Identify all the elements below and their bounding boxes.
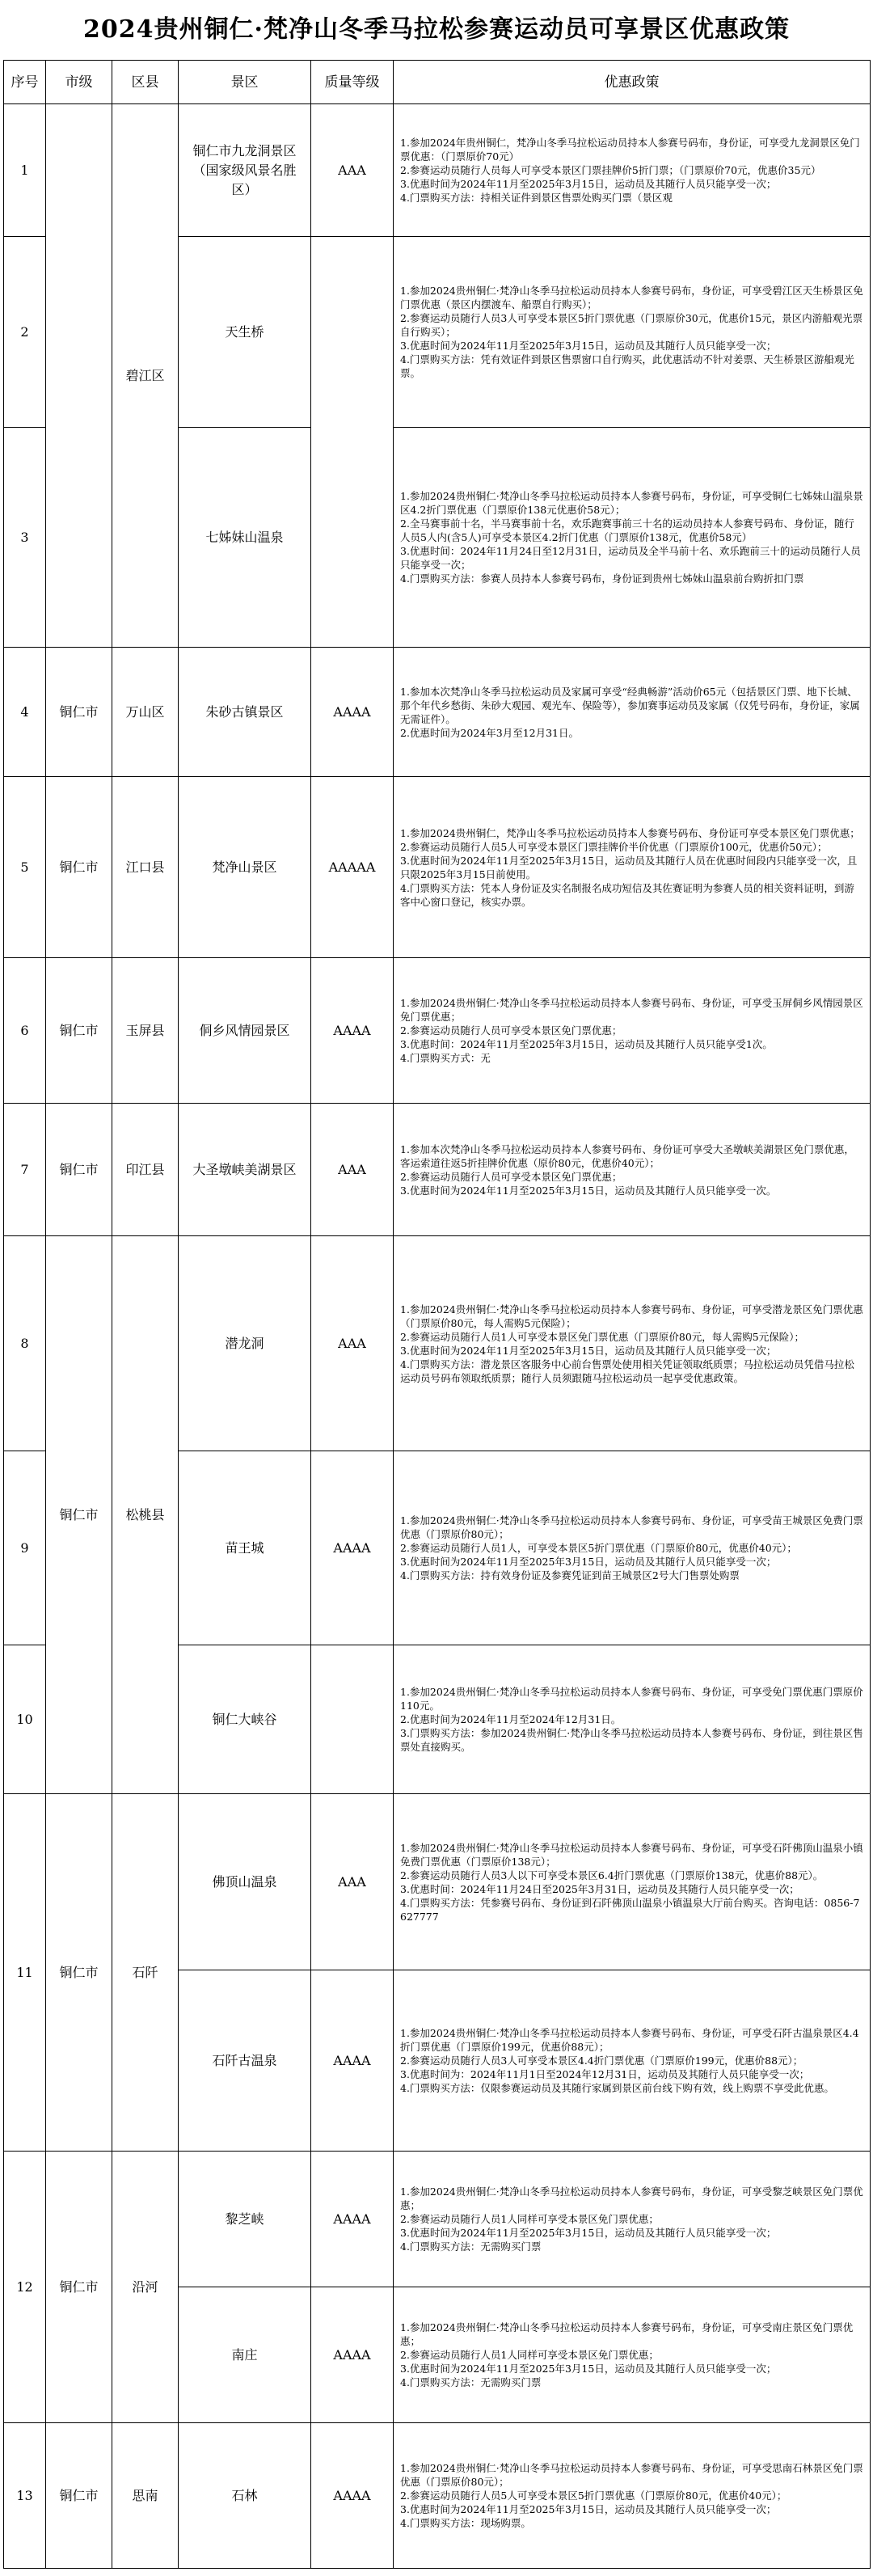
policy-line: 1.参加2024贵州铜仁·梵净山冬季马拉松运动员持本人参赛号码布，身份证，可享受碧江区天生桥景区免门票优惠（景区内摆渡车、船票自行购买）； <box>400 285 863 310</box>
policy-line: 1.参加本次梵净山冬季马拉松运动员及家属可享受“经典畅游”活动价65元（包括景区门票、地下长城、那个年代乡愁街、朱砂大观园、观光车、保险等），参加赛事运动员及家属（仅凭号码布，身份证，家属无需证件）。 <box>400 685 860 725</box>
row-city: 铜仁市 <box>46 1794 112 2152</box>
policy-line: 1.参加2024年贵州铜仁，梵净山冬季马拉松运动员持本人参赛号码布，身份证，可享受九龙洞景区免门票优惠：（门票原价70元） <box>400 137 860 163</box>
policy-line: 3.优惠时间为2024年11月至2025年3月15日，运动员及其随行人员只能享受一次； <box>400 2363 777 2375</box>
policy-line: 1.参加2024贵州铜仁·梵净山冬季马拉松运动员持本人参赛号码布，身份证，可享受黎芝峡景区免门票优惠； <box>400 2185 863 2211</box>
row-grade: AAAA <box>311 2423 394 2569</box>
row-policy <box>394 2423 871 2569</box>
policy-line: 2.参赛运动员随行人员1人，可享受本景区5折门票优惠（门票原价80元，优惠价40元）； <box>400 1542 797 1554</box>
row-county: 万山区 <box>112 648 179 777</box>
row-county: 松桃县 <box>112 1236 179 1794</box>
page-title: 2024贵州铜仁·梵净山冬季马拉松参赛运动员可享景区优惠政策 <box>83 15 790 44</box>
policy-line: 2.参赛运动员随行人员1人可享受本景区免门票优惠（门票原价80元，每人需购5元保险）； <box>400 1330 804 1343</box>
row-scenic: 石阡古温泉 <box>179 1970 311 2152</box>
policy-line: 2.参赛运动员随行人员5人可享受本景区门票挂牌价半价优惠（门票原价100元，优惠价50元）； <box>400 840 828 853</box>
row-grade: AAA <box>311 1794 394 1970</box>
policy-line: 4.门票购买方法：凭本人身份证及实名制报名成功短信及其佐赛证明为参赛人员的相关资料证明，到游客中心窗口登记，核实办票。 <box>400 881 854 908</box>
policy-line: 2.参赛运动员随行人员每人可享受本景区门票挂牌价5折门票；（门票原价70元，优惠价35元） <box>400 164 821 176</box>
row-index: 1 <box>4 104 46 237</box>
policy-line: 1.参加2024贵州铜仁·梵净山冬季马拉松运动员持本人参赛号码布，身份证，可享受铜仁七姊妹山温泉景区4.2折门票优惠（门票原价138元优惠价58元）； <box>400 490 863 516</box>
table-row <box>4 1236 871 1451</box>
row-county: 碧江区 <box>112 104 179 648</box>
row-scenic: 铜仁大峡谷 <box>179 1645 311 1794</box>
policy-line: 4.门票购买方法：持相关证件到景区售票处购买门票（景区观 <box>400 192 673 204</box>
policy-line: 3.优惠时间为：2024年11月1日至2024年12月31日，运动员及其随行人员只能享受一次； <box>400 2068 810 2080</box>
policy-line: 2.参赛运动员随行人员1人同样可享受本景区免门票优惠； <box>400 2213 659 2225</box>
row-city: 铜仁市 <box>46 1236 112 1794</box>
row-city <box>46 104 112 648</box>
row-scenic: 苗王城 <box>179 1451 311 1645</box>
table-row <box>4 1104 871 1236</box>
policy-line: 3.优惠时间：2024年11月24日至2025年3月31日，运动员及其随行人员只能享受一次； <box>400 1882 799 1895</box>
policy-line: 1.参加2024贵州铜仁·梵净山冬季马拉松运动员持本人参赛号码布，身份证，可享受南庄景区免门票优惠； <box>400 2321 854 2347</box>
row-scenic: 大圣墩峡美湖景区 <box>179 1104 311 1236</box>
row-grade: AAAA <box>311 1970 394 2152</box>
row-scenic: 南庄 <box>179 2287 311 2423</box>
policy-line: 3.优惠时间为2024年11月至2025年3月15日，运动员及其随行人员只能享受一次； <box>400 1556 777 1568</box>
row-index: 11 <box>4 1794 46 2152</box>
policy-line: 1.参加2024贵州铜仁·梵净山冬季马拉松运动员持本人参赛号码布、身份证，可享受玉屏侗乡风情园景区免门票优惠； <box>400 997 863 1023</box>
policy-line: 3.优惠时间为2024年11月至2025年3月15日，运动员及其随行人员只能享受一次； <box>400 178 777 190</box>
policy-line: 2.参赛运动员随行人员可享受本景区免门票优惠； <box>400 1024 622 1037</box>
row-index: 6 <box>4 958 46 1104</box>
policy-line: 3.门票购买方法：参加2024贵州铜仁·梵净山冬季马拉松运动员持本人参赛号码布、身份证，到往景区售票处直接购买。 <box>400 1727 863 1753</box>
table-row <box>4 2423 871 2569</box>
policy-line: 3.优惠时间为2024年11月至2025年3月15日，运动员及其随行人员只能享受一次； <box>400 1344 777 1357</box>
policy-table <box>3 60 871 2569</box>
row-policy <box>394 648 871 777</box>
row-city: 铜仁市 <box>46 777 112 958</box>
row-county: 玉屏县 <box>112 958 179 1104</box>
policy-line: 1.参加2024贵州铜仁·梵净山冬季马拉松运动员持本人参赛号码布、身份证，可享受苗王城景区免费门票优惠（门票原价80元）； <box>400 1514 863 1540</box>
row-scenic: 潜龙洞 <box>179 1236 311 1451</box>
row-county: 石阡 <box>112 1794 179 2152</box>
policy-line: 4.门票购买方法：持有效身份证及参赛凭证到苗王城景区2号大门售票处购票 <box>400 1569 740 1581</box>
header-county: 区县 <box>112 61 179 104</box>
table-row <box>4 958 871 1104</box>
row-scenic: 七姊妹山温泉 <box>179 428 311 648</box>
policy-line: 4.门票购买方法：无需购买门票 <box>400 2376 542 2388</box>
row-policy <box>394 1104 871 1236</box>
policy-line: 1.参加2024贵州铜仁，梵净山冬季马拉松运动员持本人参赛号码布、身份证可享受本景区免门票优惠； <box>400 826 860 839</box>
policy-line: 2.参赛运动员随行人员可享受本景区免门票优惠； <box>400 1170 622 1183</box>
row-scenic: 黎芝峡 <box>179 2152 311 2287</box>
row-county: 江口县 <box>112 777 179 958</box>
row-grade <box>311 1645 394 1794</box>
policy-line: 1.参加2024贵州铜仁·梵净山冬季马拉松运动员持本人参赛号码布、身份证，可享受免门票优惠门票原价110元。 <box>400 1686 863 1712</box>
policy-line: 2.全马赛事前十名，半马赛事前十名，欢乐跑赛事前三十名的运动员持本人参赛号码布、身份证，随行人员5人内(含5人)可享受本景区4.2折门优惠（门票原价138元，优惠价58元） <box>400 517 854 543</box>
row-city: 铜仁市 <box>46 1104 112 1236</box>
row-index: 7 <box>4 1104 46 1236</box>
header-policy: 优惠政策 <box>394 61 871 104</box>
row-index: 5 <box>4 777 46 958</box>
policy-line: 3.优惠时间为2024年11月至2025年3月15日，运动员及其随行人员只能享受一次； <box>400 2503 777 2515</box>
row-policy <box>394 1451 871 1645</box>
row-county: 印江县 <box>112 1104 179 1236</box>
policy-line: 1.参加2024贵州铜仁·梵净山冬季马拉松运动员持本人参赛号码布、身份证，可享受思南石林景区免门票优惠（门票原价80元）； <box>400 2462 863 2488</box>
row-city: 铜仁市 <box>46 958 112 1104</box>
row-grade: AAAAA <box>311 777 394 958</box>
row-policy <box>394 1970 871 2152</box>
policy-line: 2.参赛运动员随行人员3人以下可享受本景区6.4折门票优惠（门票原价138元，优惠价88元）。 <box>400 1869 824 1881</box>
row-grade: AAAA <box>311 2287 394 2423</box>
row-index: 3 <box>4 428 46 648</box>
row-county: 沿河 <box>112 2152 179 2423</box>
row-index: 12 <box>4 2152 46 2423</box>
row-scenic: 铜仁市九龙洞景区（国家级风景名胜区） <box>179 104 311 237</box>
row-grade: AAAA <box>311 648 394 777</box>
policy-line: 3.优惠时间为2024年11月至2025年3月15日，运动员及其随行人员只能享受一次； <box>400 2227 777 2239</box>
policy-line: 4.门票购买方法：现场购票。 <box>400 2517 531 2529</box>
policy-line: 4.门票购买方式：无 <box>400 1052 491 1064</box>
row-policy <box>394 1236 871 1451</box>
row-index: 10 <box>4 1645 46 1794</box>
policy-line: 4.门票购买方法：潜龙景区客服务中心前台售票处使用相关凭证领取纸质票；马拉松运动员凭借马拉松运动员号码布领取纸质票；随行人员须跟随马拉松运动员一起享受优惠政策。 <box>400 1358 854 1384</box>
policy-line: 2.参赛运动员随行人员5人可享受本景区5折门票优惠（门票原价80元，优惠价40元）； <box>400 2489 787 2502</box>
row-city: 铜仁市 <box>46 2423 112 2569</box>
row-policy <box>394 104 871 237</box>
row-policy <box>394 958 871 1104</box>
row-policy <box>394 1794 871 1970</box>
row-city: 铜仁市 <box>46 2152 112 2423</box>
policy-line: 2.优惠时间为2024年11月至2024年12月31日。 <box>400 1713 622 1725</box>
policy-line: 3.优惠时间为2024年11月至2025年3月15日，运动员及其随行人员只能享受一次； <box>400 340 777 352</box>
row-scenic: 佛顶山温泉 <box>179 1794 311 1970</box>
row-grade: AAA <box>311 1104 394 1236</box>
policy-line: 3.优惠时间为2024年11月至2025年3月15日，运动员及其随行人员在优惠时间段内只能享受一次，且只限2025年3月15日前使用。 <box>400 854 858 880</box>
row-scenic: 石林 <box>179 2423 311 2569</box>
policy-line: 3.优惠时间：2024年11月24日至12月31日，运动员及全半马前十名、欢乐跑前三十的运动员随行人员只能享受一次； <box>400 545 861 571</box>
policy-line: 4.门票购买方法：凭有效证件到景区售票窗口自行购买，此优惠活动不针对姜票、天生桥景区游船观光票。 <box>400 353 854 379</box>
row-index: 9 <box>4 1451 46 1645</box>
row-scenic: 侗乡风情园景区 <box>179 958 311 1104</box>
table-header-row <box>4 61 871 104</box>
table-row <box>4 777 871 958</box>
policy-line: 1.参加2024贵州铜仁·梵净山冬季马拉松运动员持本人参赛号码布、身份证，可享受石阡佛顶山温泉小镇免费门票优惠（门票原价138元）； <box>400 1841 863 1868</box>
row-grade: AAAA <box>311 2152 394 2287</box>
table-row <box>4 2152 871 2287</box>
row-grade: AAAA <box>311 1451 394 1645</box>
row-scenic: 天生桥 <box>179 237 311 428</box>
row-index: 8 <box>4 1236 46 1451</box>
row-policy <box>394 777 871 958</box>
row-policy <box>394 428 871 648</box>
row-index: 4 <box>4 648 46 777</box>
row-grade: AAA <box>311 104 394 237</box>
table-row <box>4 1794 871 1970</box>
row-index: 2 <box>4 237 46 428</box>
row-policy <box>394 2152 871 2287</box>
row-county: 思南 <box>112 2423 179 2569</box>
header-grade: 质量等级 <box>311 61 394 104</box>
row-scenic: 梵净山景区 <box>179 777 311 958</box>
row-policy <box>394 237 871 428</box>
policy-line: 1.参加2024贵州铜仁·梵净山冬季马拉松运动员持本人参赛号码布、身份证，可享受石阡古温泉景区4.4折门票优惠（门票原价199元，优惠价88元）； <box>400 2027 859 2053</box>
row-index: 13 <box>4 2423 46 2569</box>
policy-line: 3.优惠时间：2024年11月至2025年3月15日，运动员及其随行人员只能享受1次。 <box>400 1038 773 1050</box>
row-policy <box>394 2287 871 2423</box>
row-city: 铜仁市 <box>46 648 112 777</box>
header-city: 市级 <box>46 61 112 104</box>
policy-line: 3.优惠时间为2024年11月至2025年3月15日，运动员及其随行人员只能享受一次。 <box>400 1184 777 1197</box>
row-grade <box>311 237 394 648</box>
table-row <box>4 648 871 777</box>
policy-line: 2.参赛运动员随行人员3人可享受本景区4.4折门票优惠（门票原价199元，优惠价88元）； <box>400 2054 803 2067</box>
policy-line: 1.参加2024贵州铜仁·梵净山冬季马拉松运动员持本人参赛号码布、身份证，可享受潜龙景区免门票优惠（门票原价80元，每人需购5元保险）； <box>400 1303 863 1329</box>
row-policy <box>394 1645 871 1794</box>
policy-line: 4.门票购买方法：仅限参赛运动员及其随行家属到景区前台线下购有效，线上购票不享受此优惠。 <box>400 2082 834 2094</box>
table-row <box>4 104 871 237</box>
policy-line: 4.门票购买方法：无需购买门票 <box>400 2240 542 2253</box>
policy-line: 2.优惠时间为2024年3月至12月31日。 <box>400 726 580 739</box>
policy-line: 2.参赛运动员随行人员3人可享受本景区5折门票优惠（门票原价30元，优惠价15元，景区内游船观光票自行购买）； <box>400 312 863 338</box>
policy-line: 4.门票购买方法：凭参赛号码布、身份证到石阡佛顶山温泉小镇温泉大厅前台购买。咨询电话：0856-7627777 <box>400 1896 860 1923</box>
row-grade: AAAA <box>311 958 394 1104</box>
row-grade: AAA <box>311 1236 394 1451</box>
policy-line: 4.门票购买方法：参赛人员持本人参赛号码布，身份证到贵州七姊妹山温泉前台购折扣门票 <box>400 572 804 585</box>
header-scenic: 景区 <box>179 61 311 104</box>
policy-line: 1.参加本次梵净山冬季马拉松运动员持本人参赛号码布、身份证可享受大圣墩峡美湖景区免门票优惠，客运索道往返5折挂牌价优惠（原价80元，优惠价40元）； <box>400 1142 854 1169</box>
header-index: 序号 <box>4 61 46 104</box>
policy-line: 2.参赛运动员随行人员1人同样可享受本景区免门票优惠； <box>400 2349 659 2361</box>
row-scenic: 朱砂古镇景区 <box>179 648 311 777</box>
